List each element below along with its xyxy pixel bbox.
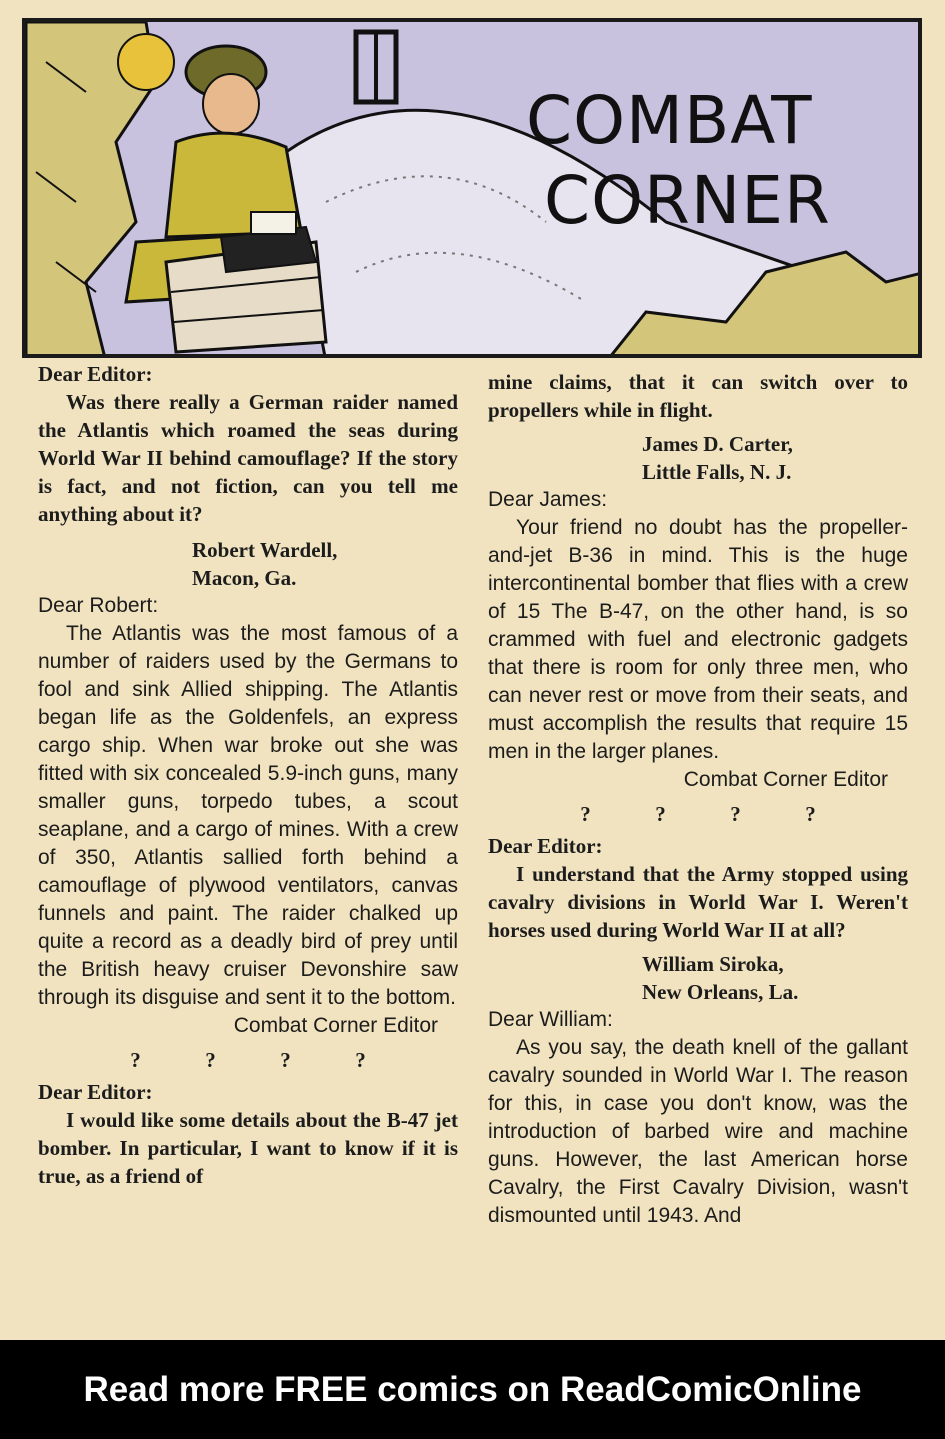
footer-banner: Read more FREE comics on ReadComicOnline [0, 1340, 945, 1439]
separator-mark: ? [730, 802, 741, 826]
reply-1-signoff: Combat Corner Editor [233, 1014, 438, 1037]
letter-1-name: Robert Wardell, [192, 538, 338, 562]
separator-1 [38, 1046, 458, 1074]
separator-mark: ? [130, 1048, 141, 1072]
reply-2-salutation: Dear James: [488, 488, 608, 511]
reply-1-body: The Atlantis was the most famous of a number of raiders used by the Germans to fool and sink Allied shipping. The Atlantis began life as the Goldenfels, an express cargo ship. When war broke out she was fitted with six concealed 5.9-inch guns, many smaller guns, torpedo tubes, a scout seaplane, and a cargo of mines. With a crew of 350, Atlantis sallied forth behind a camouflage of plywood ventilators, canvas funnels and paint. The raider chalked up quite a record as a deadly bird of prey until the British heavy cruiser Devonshire saw through its disguise and sent it to the bottom. [38, 622, 458, 1009]
letter-3-body: I understand that the Army stopped using cavalry divisions in World War I. Weren't horses used during World War II at all? [488, 862, 908, 942]
letter-2-body-end: mine claims, that it can switch over to propellers while in flight. [488, 370, 908, 422]
letter-1-place: Macon, Ga. [192, 566, 297, 590]
left-column [38, 360, 458, 1190]
letter-1-body: Was there really a German raider named the Atlantis which roamed the seas during World War II behind camouflage? If the story is fact, and not fiction, can you tell me anything about it? [38, 390, 458, 526]
reply-3-body: As you say, the death knell of the gallant cavalry sounded in World War I. The reason for this, in case you don't know, was the introduction of barbed wire and machine guns. However, the last American horse Cavalry, the First Cavalry Division, wasn't dismounted until 1943. And [488, 1036, 908, 1227]
letter-3-salutation: Dear Editor: [488, 834, 603, 858]
separator-mark: ? [280, 1048, 291, 1072]
letter-1-salutation: Dear Editor: [38, 362, 153, 386]
letter-2-salutation: Dear Editor: [38, 1080, 153, 1104]
separator-mark: ? [805, 802, 816, 826]
reply-2-signoff: Combat Corner Editor [683, 768, 888, 791]
separator-2 [488, 800, 908, 828]
separator-mark: ? [655, 802, 666, 826]
separator-mark: ? [205, 1048, 216, 1072]
title-line-1: COMBAT [526, 82, 813, 159]
title-line-2: CORNER [544, 162, 831, 239]
letter-2-body-start: I would like some details about the B-47 jet bomber. In particular, I want to know if it is true, as a friend of [38, 1108, 458, 1188]
letter-2-place: Little Falls, N. J. [642, 460, 792, 484]
separator-mark: ? [355, 1048, 366, 1072]
header-illustration [22, 18, 922, 358]
reply-1-salutation: Dear Robert: [38, 594, 159, 617]
reply-3-salutation: Dear William: [488, 1008, 613, 1031]
reply-2-body: Your friend no doubt has the propeller-and-jet B-36 in mind. This is the huge intercontinental bomber that flies with a crew of 15 The B-47, on the other hand, is so crammed with fuel and electronic gadgets that there is room for only three men, who can never rest or move from their seats, and must accomplish the results that require 15 men in the larger planes. [488, 516, 908, 763]
letter-3-place: New Orleans, La. [642, 980, 799, 1004]
letter-2-name: James D. Carter, [642, 432, 793, 456]
letter-3-name: William Siroka, [642, 952, 784, 976]
right-column [488, 368, 908, 1230]
separator-mark: ? [580, 802, 591, 826]
